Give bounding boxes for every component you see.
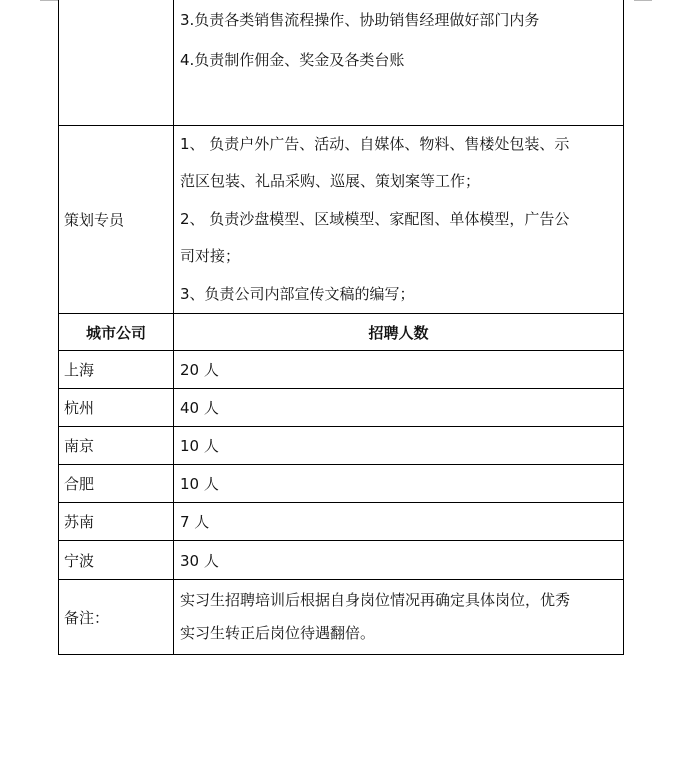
job-duties-cell: [174, 0, 624, 125]
count-cell: 20 人: [174, 351, 624, 389]
table-row: [59, 503, 624, 541]
city-cell: 苏南: [59, 503, 174, 541]
corner-mark-right: [634, 0, 652, 1]
corner-mark-left: [40, 0, 58, 1]
duty-line: 3、负责公司内部宣传文稿的编写；: [180, 284, 415, 303]
count-cell: 40 人: [174, 389, 624, 427]
city-cell: 杭州: [59, 389, 174, 427]
remark-text-cell: [174, 580, 624, 655]
job-row-sales-assistant: [59, 0, 624, 125]
count-cell: 7 人: [174, 503, 624, 541]
table-row: [59, 427, 624, 465]
duty-line: 1、 负责户外广告、活动、自媒体、物料、售楼处包装、示: [180, 134, 570, 153]
remark-label: 备注：: [59, 580, 174, 655]
job-title-cell: 策划专员: [59, 125, 174, 314]
job-duties-cell: [174, 125, 624, 314]
duty-line: 范区包装、礼品采购、巡展、策划案等工作；: [180, 172, 481, 191]
remark-row: [59, 580, 624, 655]
duty-line: 3.负责各类销售流程操作、协助销售经理做好部门内务: [180, 11, 540, 29]
job-row-planning-specialist: [59, 125, 624, 314]
city-cell: 上海: [59, 351, 174, 389]
recruit-header-row: [59, 314, 624, 351]
table-row: [59, 541, 624, 580]
city-cell: 南京: [59, 427, 174, 465]
job-title-cell: [59, 0, 174, 125]
recruitment-table: [58, 0, 624, 655]
city-cell: 合肥: [59, 465, 174, 503]
count-cell: 10 人: [174, 427, 624, 465]
count-cell: 30 人: [174, 541, 624, 580]
duty-line: 4.负责制作佣金、奖金及各类台账: [180, 51, 405, 69]
table-row: [59, 465, 624, 503]
count-cell: 10 人: [174, 465, 624, 503]
duty-line: 2、 负责沙盘模型、区域模型、家配图、单体模型，广告公: [180, 209, 570, 228]
city-cell: 宁波: [59, 541, 174, 580]
header-city: 城市公司: [59, 314, 174, 351]
header-count: 招聘人数: [174, 314, 624, 351]
remark-line: 实习生转正后岗位待遇翻倍。: [180, 624, 376, 643]
duty-line: 司对接；: [180, 247, 241, 266]
table-row: [59, 389, 624, 427]
table-row: [59, 351, 624, 389]
remark-line: 实习生招聘培训后根据自身岗位情况再确定具体岗位，优秀: [180, 591, 571, 610]
